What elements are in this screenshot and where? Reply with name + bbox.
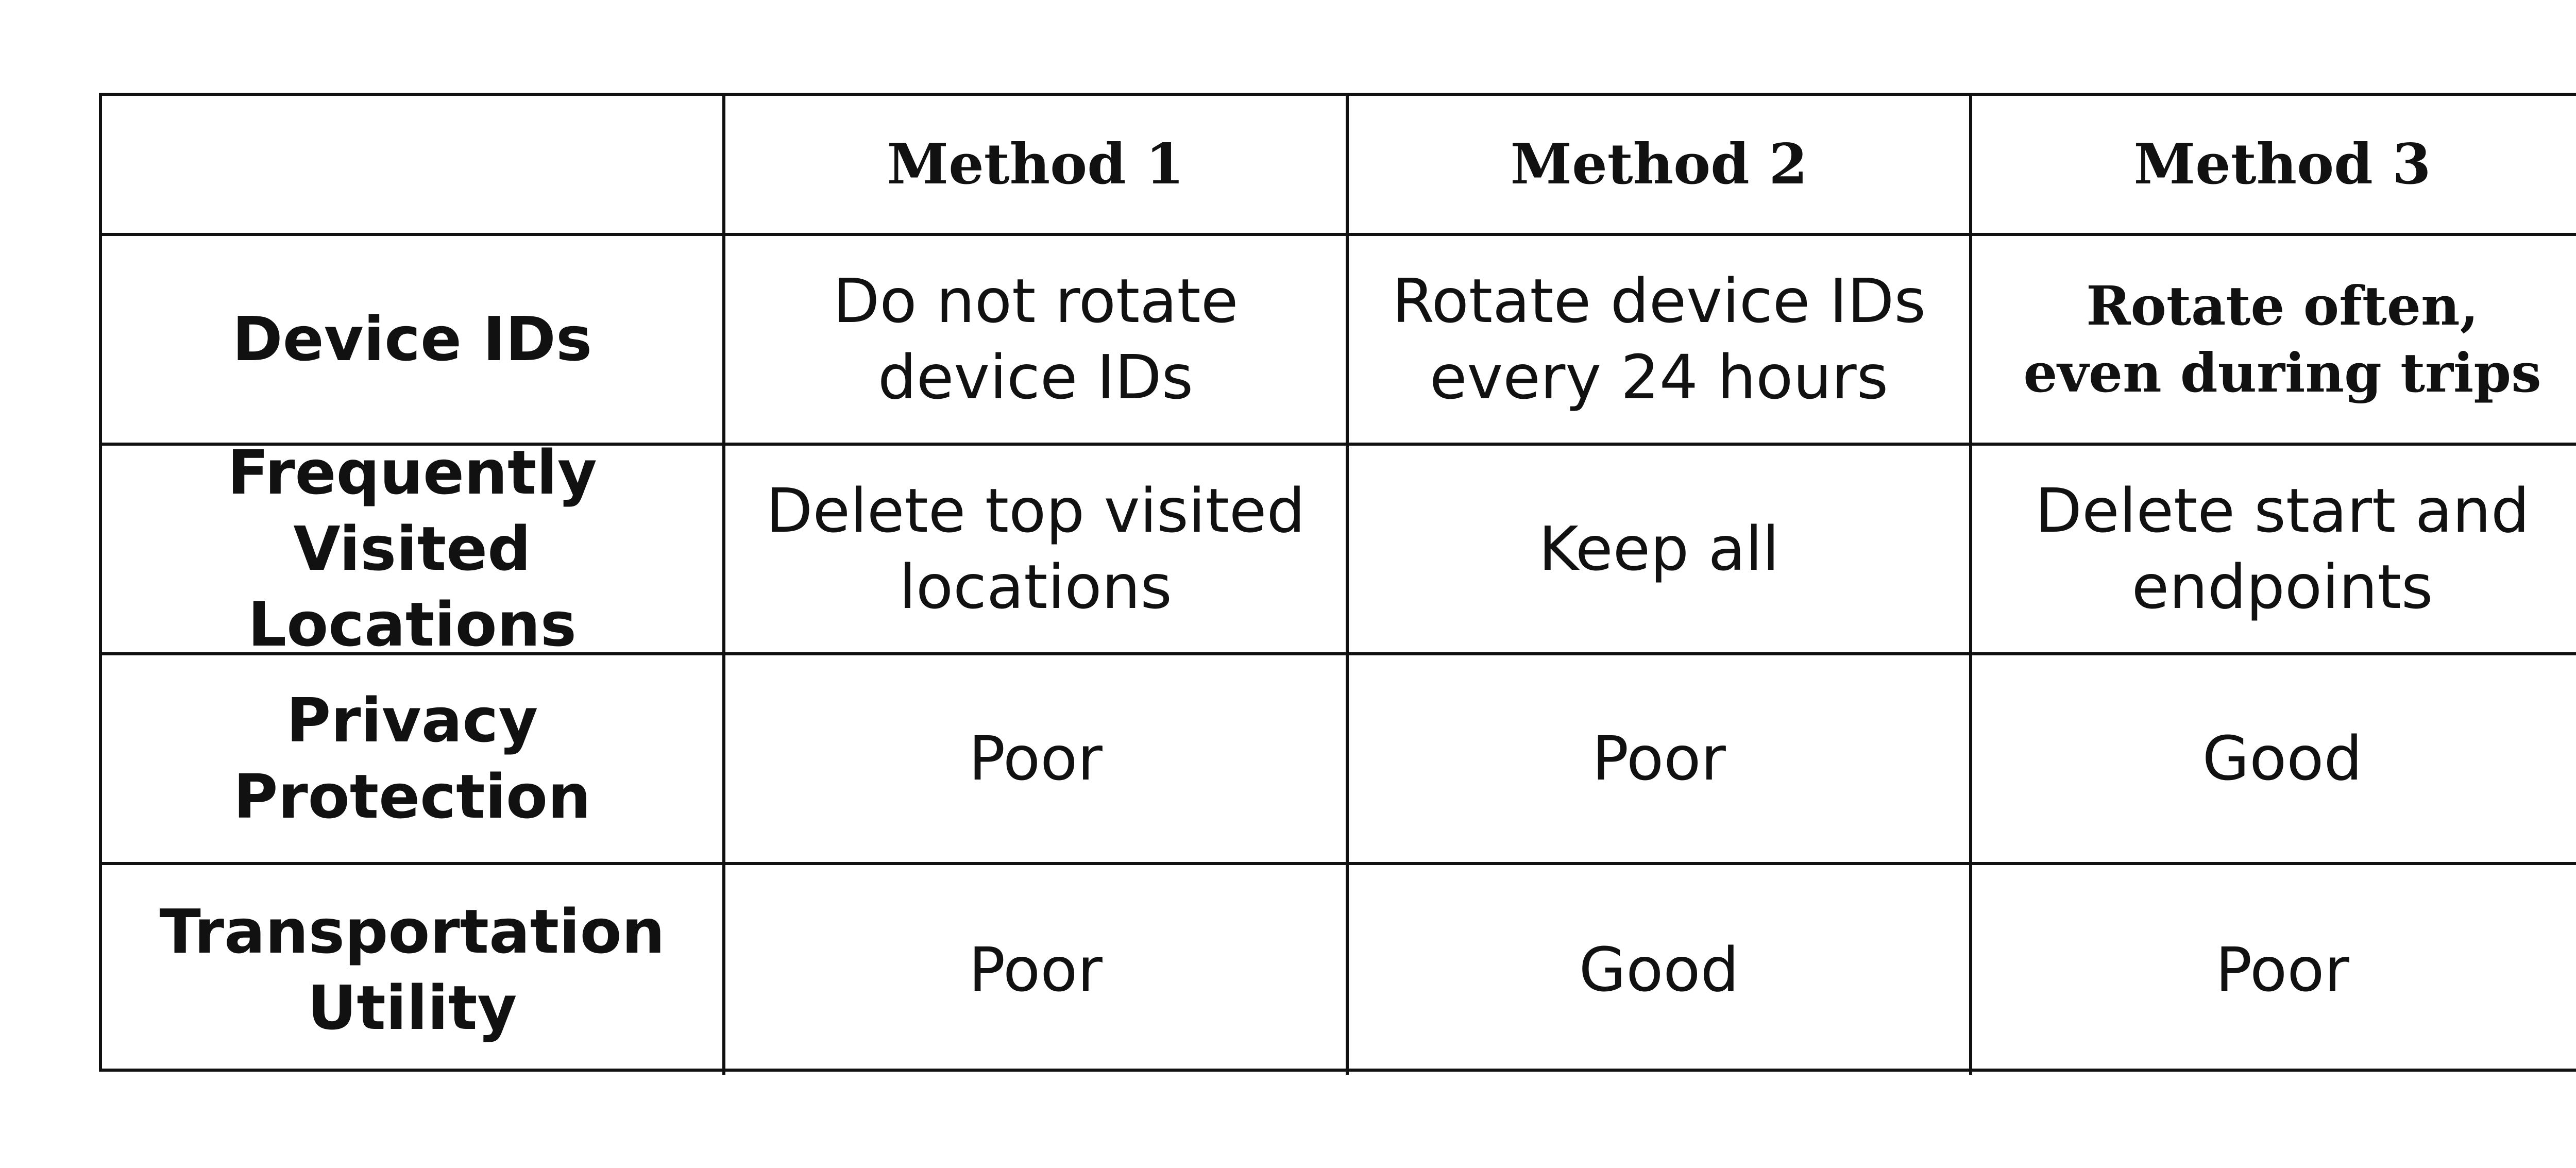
row-header-device-ids: Device IDs [102, 236, 725, 446]
row-header-transportation-utility: Transportation Utility [102, 865, 725, 1075]
table-cell: Rotate device IDs every 24 hours [1349, 236, 1972, 446]
column-header-method-3: Method 3 [1972, 96, 2576, 236]
column-header-method-1: Method 1 [725, 96, 1349, 236]
row-header-frequently-visited-locations: Frequently Visited Locations [102, 446, 725, 655]
table-cell: Poor [1972, 865, 2576, 1075]
table-cell: Keep all [1349, 446, 1972, 655]
table-cell: Poor [725, 865, 1349, 1075]
table-cell: Good [1349, 865, 1972, 1075]
comparison-table [99, 93, 2576, 1072]
row-header-privacy-protection: Privacy Protection [102, 655, 725, 865]
column-header-method-2: Method 2 [1349, 96, 1972, 236]
table-cell: Poor [1349, 655, 1972, 865]
table-cell: Delete top visited locations [725, 446, 1349, 655]
table-cell: Delete start and endpoints [1972, 446, 2576, 655]
table-cell: Good [1972, 655, 2576, 865]
table-cell: Poor [725, 655, 1349, 865]
table-cell: Do not rotate device IDs [725, 236, 1349, 446]
header-corner-cell [102, 96, 725, 236]
table-cell: Rotate often, even during trips [1972, 236, 2576, 446]
